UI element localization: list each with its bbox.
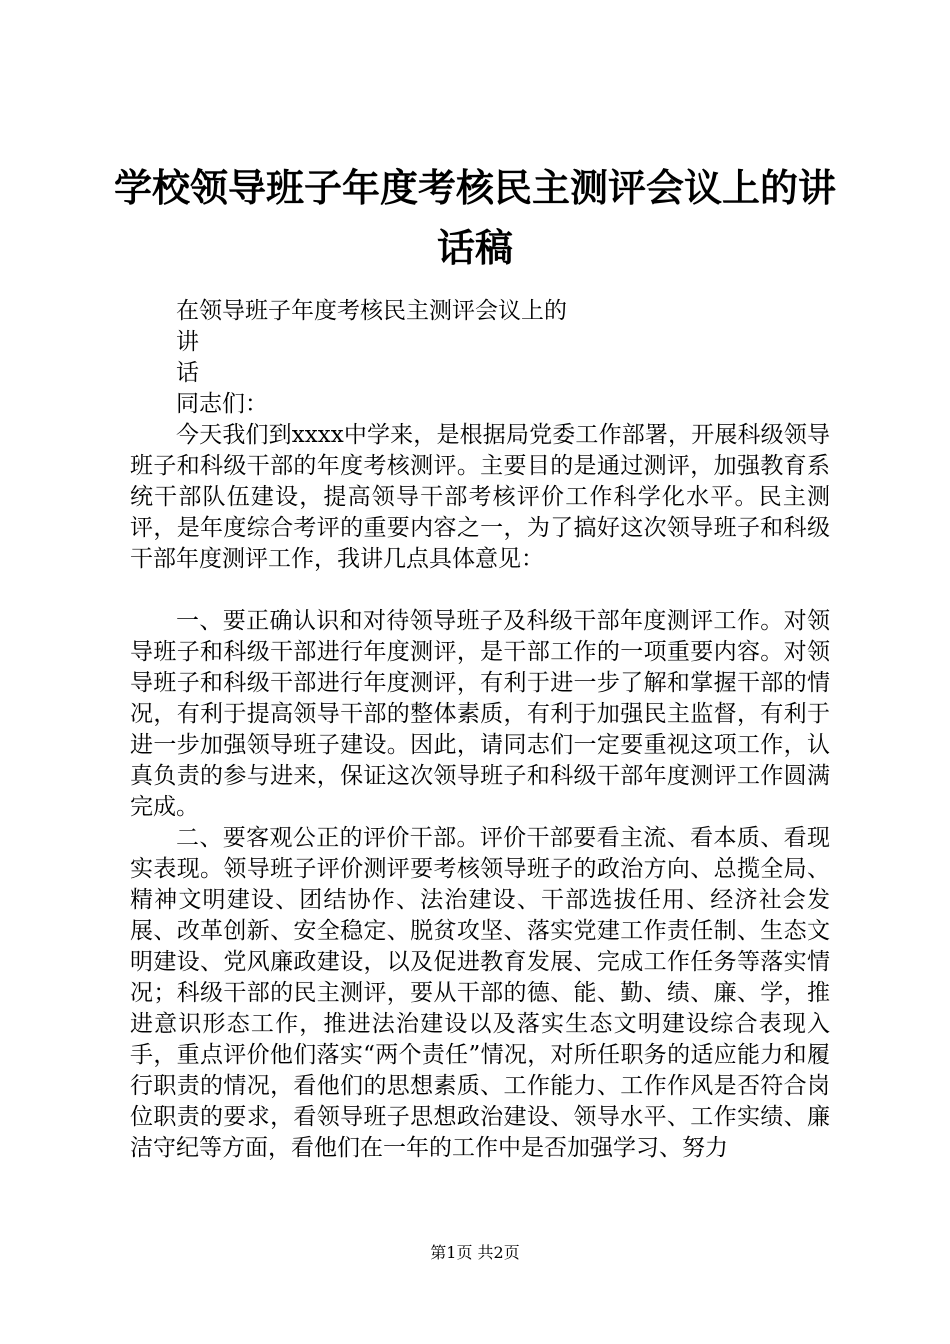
document-body bbox=[130, 296, 830, 1164]
subtitle-line-1: 在领导班子年度考核民主测评会议上的 bbox=[176, 298, 567, 324]
subtitle-line-2: 讲 bbox=[176, 329, 199, 355]
subtitle-line-3: 话 bbox=[176, 360, 199, 386]
page-number-footer: 第1页 共2页 bbox=[430, 1243, 520, 1262]
paragraph-point-two: 二、要客观公正的评价干部。评价干部要看主流、看本质、看现实表现。领导班子评价测评要考核领导班子的政治方向、总揽全局、精神文明建设、团结协作、法治建设、干部选拔任用、经济社会发展、改革创新、安全稳定、脱贫攻坚、落实党建工作责任制、生态文明建设、党风廉政建设，以及促进教育发展、完成工作任务等落实情况；科级干部的民主测评，要从干部的德、能、勤、绩、廉、学，推进意识形态工作，推进法治建设以及落实生态文明建设综合表现入手，重点评价他们落实“两个责任”情况，对所任职务的适应能力和履行职责的情况，看他们的思想素质、工作能力、工作作风是否符合岗位职责的要求，看领导班子思想政治建设、领导水平、工作实绩、廉洁守纪等方面，看他们在一年的工作中是否加强学习、努力 bbox=[130, 825, 830, 1161]
paragraph-intro: 今天我们到xxxx中学来，是根据局党委工作部署，开展科级领导班子和科级干部的年度考核测评。主要目的是通过测评，加强教育系统干部队伍建设，提高领导干部考核评价工作科学化水平。民主测评，是年度综合考评的重要内容之一，为了搞好这次领导班子和科级干部年度测评工作，我讲几点具体意见： bbox=[130, 422, 830, 572]
paragraph-spacer bbox=[130, 575, 830, 606]
paragraph-point-one: 一、要正确认识和对待领导班子及科级干部年度测评工作。对领导班子和科级干部进行年度测评，是干部工作的一项重要内容。对领导班子和科级干部进行年度测评，有利于进一步了解和掌握干部的情况，有利于提高领导干部的整体素质，有利于加强民主监督，有利于进一步加强领导班子建设。因此，请同志们一定要重视这项工作，认真负责的参与进来，保证这次领导班子和科级干部年度测评工作圆满完成。 bbox=[130, 608, 830, 820]
salutation: 同志们： bbox=[176, 391, 268, 417]
document-title: 学校领导班子年度考核民主测评会议上的讲话稿 bbox=[113, 166, 836, 270]
